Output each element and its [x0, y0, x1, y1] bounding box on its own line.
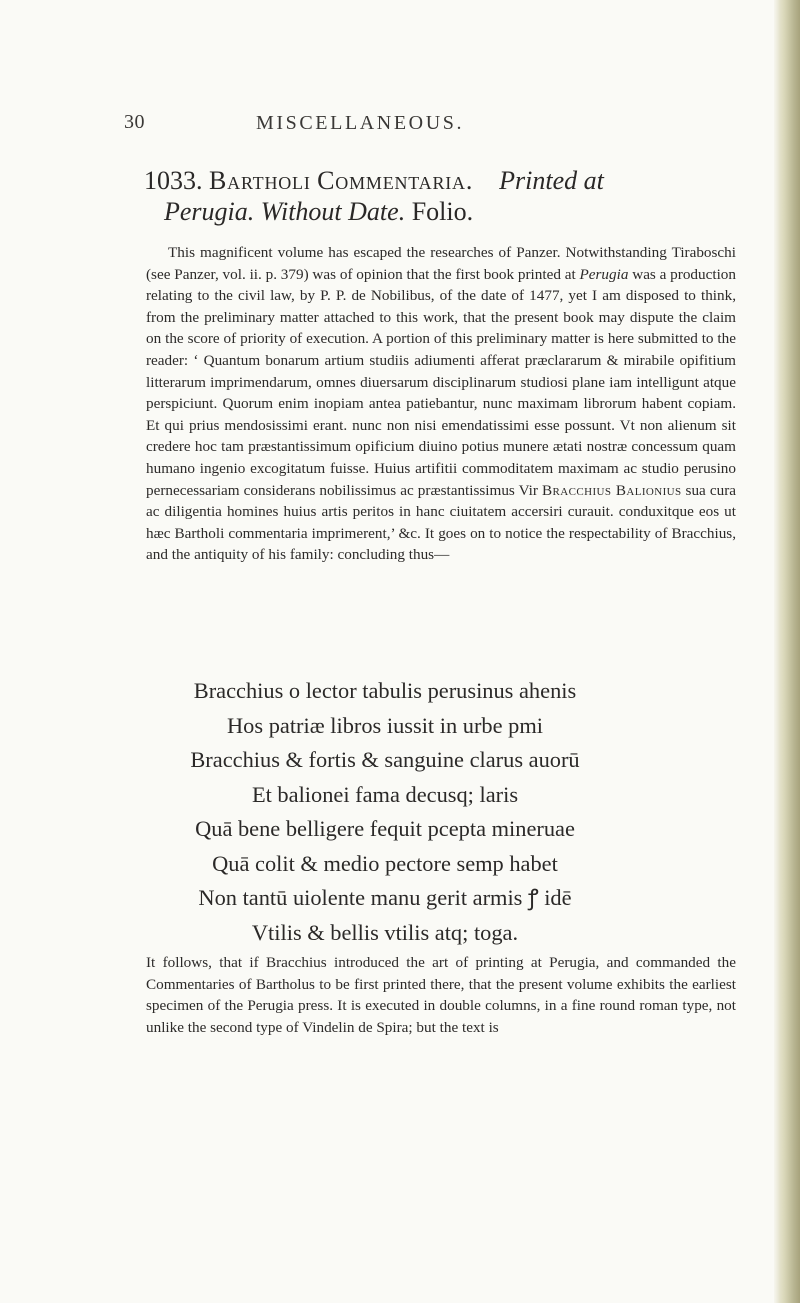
paragraph-conclusion: It follows, that if Bracchius introduced the art of printing at Perugia, and commanded the Commentaries of Bartholus to be first printed there, that the present volume exhibits the earliest specimen of the Perugia press. It is executed in double columns, in a fine round roman type, not unlike the second type of Vindelin de Spira; but the text is: [146, 954, 736, 1036]
verse-line: Quā colit & medio pectore semp habet: [212, 850, 558, 876]
entry-number: 1033.: [144, 166, 203, 195]
paragraph-intro: [146, 242, 736, 566]
verse-line: Bracchius & fortis & sanguine clarus auorū: [190, 747, 580, 772]
verse-line: Non tantū uiolente manu gerit armis ꝭ idē: [198, 885, 572, 910]
running-head: MISCELLANEOUS.: [256, 112, 465, 134]
page-number: 30: [124, 111, 145, 133]
book-page-edge: [774, 0, 800, 1303]
entry-printed-at: Printed at: [499, 166, 604, 195]
entry-format: Folio.: [411, 197, 474, 226]
latin-verse: [0, 674, 770, 950]
paragraph-intro-name: Bracchius Balionius: [542, 481, 682, 499]
entry-place-date: Perugia. Without Date.: [164, 197, 406, 226]
entry-author: Bartholi: [209, 166, 311, 195]
paragraph-intro-text-c: was a production relating to the civil law, by P. P. de Nobilibus, of the date of 1477, yet I am disposed to think, from the preliminary matter attached to this work, that the present book may dispute the claim on the score of priority of execution. A portion of this preliminary matter is here submitted to the reader: ‘ Quantum bonarum artium studiis adiumenti afferat præclararum & mirabile opifitium litterarum imprimendarum, omnes diuersarum disciplinarum studiosi plane iam intelligunt atque perspiciunt. Quorum enim inopiam antea patiebantur, nunc maximam librorum habent copiam. Et qui prius mendosissimi erant. nunc non nisi emendatissimi esse possunt. Vt non alienum sit credere hoc tam præstantissimum opificium diuino potius munere ætati nostræ concessum quam humano ingenio excogitatum fuisse. Huius artifitii commoditatem maximam ac studio perusino pernecessariam considerans nobilissimus ac præstantissimus Vir: [146, 265, 736, 499]
entry-title: Commentaria.: [317, 166, 474, 195]
verse-line: Quā bene belligere fequit pcepta mineruae: [195, 816, 575, 841]
verse-line: Vtilis & bellis vtilis atq; toga.: [251, 919, 519, 945]
entry-heading: [144, 165, 744, 227]
verse-line: Bracchius o lector tabulis perusinus ahenis: [193, 678, 577, 703]
verse-line: Hos patriæ libros iussit in urbe pmi: [227, 712, 543, 738]
verse-line: Et balionei fama decusq; laris: [251, 781, 519, 807]
paragraph-intro-place: Perugia: [579, 265, 629, 283]
paragraph-intro-text-e: sua cura ac diligentia homines huius artis peritos in hanc ciuitatem accersiri curauit. conduxitque eos ut hæc Bartholi commentaria imprimerent,’ &c. It goes on to notice the respectability of Bracchius, and the antiquity of his family: concluding thus—: [146, 481, 736, 564]
paragraph-intro-text-a: This magnificent volume has escaped the researches of Panzer. Notwithstanding Tiraboschi (see Panzer, vol. ii. p. 379) was of opinion that the first book printed at: [146, 244, 736, 283]
